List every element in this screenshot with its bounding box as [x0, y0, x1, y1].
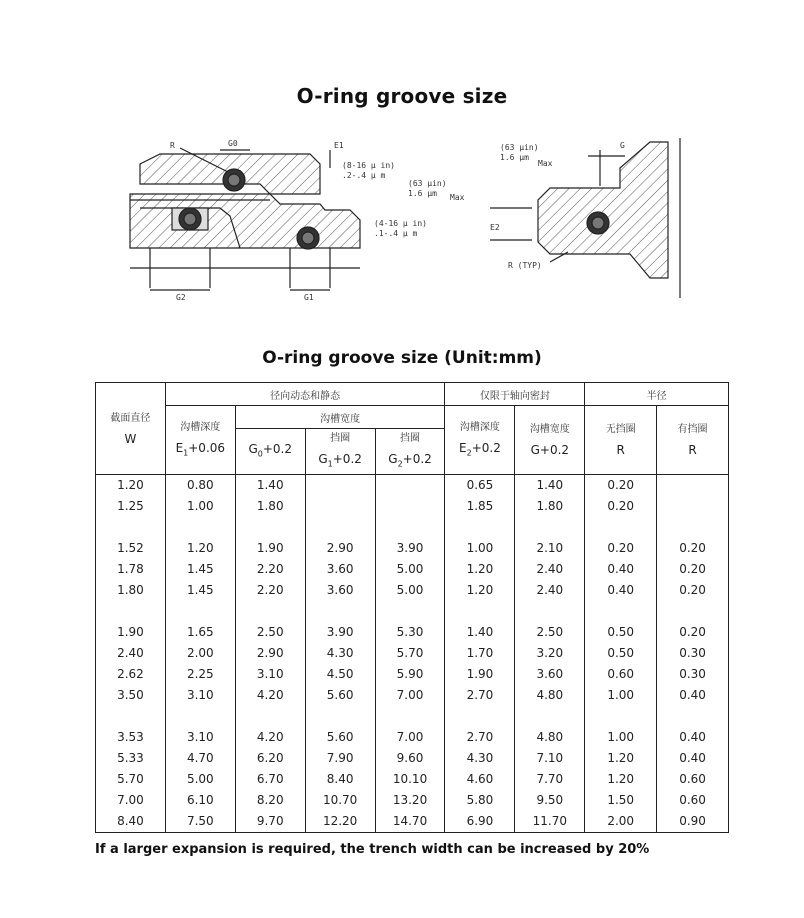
label-g: G: [620, 141, 625, 150]
table-row: [96, 811, 729, 833]
table-spacer-row: [96, 706, 729, 727]
table-cell: 6.10: [165, 790, 235, 811]
table-cell: 1.80: [515, 496, 585, 517]
table-cell: 2.10: [515, 538, 585, 559]
table-cell: 5.00: [375, 580, 445, 601]
table-cell: 9.70: [235, 811, 305, 833]
table-cell: 1.85: [445, 496, 515, 517]
table-cell: 2.00: [165, 643, 235, 664]
table-cell: 11.70: [515, 811, 585, 833]
table-cell: 0.40: [585, 559, 657, 580]
table-cell: [305, 496, 375, 517]
table-spacer-row: [96, 601, 729, 622]
table-cell: 3.60: [305, 559, 375, 580]
table-cell: 7.70: [515, 769, 585, 790]
table-cell: 14.70: [375, 811, 445, 833]
table-cell: 1.65: [165, 622, 235, 643]
table-cell: 0.80: [165, 475, 235, 497]
table-cell: 4.30: [445, 748, 515, 769]
table-cell: 2.90: [235, 643, 305, 664]
table-cell: 0.60: [585, 664, 657, 685]
table-header: [96, 383, 729, 475]
table-cell: 2.20: [235, 580, 305, 601]
label-finish2c: Max: [450, 193, 465, 202]
table-cell: 5.30: [375, 622, 445, 643]
table-cell: 5.90: [375, 664, 445, 685]
table-cell: 1.90: [235, 538, 305, 559]
table-cell: 3.53: [96, 727, 166, 748]
table-cell: 7.50: [165, 811, 235, 833]
table-cell: 5.70: [375, 643, 445, 664]
table-cell: 1.20: [585, 748, 657, 769]
table-cell: [657, 496, 729, 517]
header-g0: $G_0+0.2$: [235, 429, 305, 475]
table-row: [96, 559, 729, 580]
table-cell: 0.20: [657, 580, 729, 601]
table-cell: 3.90: [375, 538, 445, 559]
table-cell: 10.70: [305, 790, 375, 811]
table-cell: 0.20: [657, 538, 729, 559]
table-cell: 1.20: [165, 538, 235, 559]
table-cell: 2.00: [585, 811, 657, 833]
table-cell: 3.90: [305, 622, 375, 643]
table-cell: 7.00: [96, 790, 166, 811]
table-cell: 1.25: [96, 496, 166, 517]
header-g: 沟槽宽度 G+0.2: [515, 406, 585, 475]
table-cell: 6.20: [235, 748, 305, 769]
label-finish3b: .1-.4 µ m: [374, 229, 418, 238]
label-right-finish: (63 µin): [500, 143, 539, 152]
table-cell: 1.20: [585, 769, 657, 790]
table-cell: 4.80: [515, 685, 585, 706]
table-title: O-ring groove size (Unit:mm): [262, 348, 542, 368]
groove-size-table: [95, 382, 729, 833]
table-cell: 1.90: [96, 622, 166, 643]
table-cell: 2.70: [445, 685, 515, 706]
table-cell: 5.60: [305, 727, 375, 748]
table-row: [96, 643, 729, 664]
table-cell: 2.90: [305, 538, 375, 559]
table-cell: 0.30: [657, 643, 729, 664]
header-groove-width: 沟槽宽度: [235, 406, 445, 429]
table-cell: 1.40: [515, 475, 585, 497]
table-cell: 0.20: [585, 496, 657, 517]
right-groove-drawing: [490, 138, 680, 298]
table-cell: 7.00: [375, 727, 445, 748]
header-r-no-ring: 无挡圈 R: [585, 406, 657, 475]
label-finish3: (4-16 µ in): [374, 219, 427, 228]
table-cell: 0.20: [657, 622, 729, 643]
table-cell: 4.50: [305, 664, 375, 685]
table-cell: 1.45: [165, 559, 235, 580]
table-cell: 8.40: [305, 769, 375, 790]
table-cell: 2.40: [515, 580, 585, 601]
table-cell: 7.00: [375, 685, 445, 706]
table-cell: 4.20: [235, 727, 305, 748]
table-cell: 2.62: [96, 664, 166, 685]
table-cell: 2.50: [515, 622, 585, 643]
table-cell: 3.60: [305, 580, 375, 601]
table-cell: [375, 496, 445, 517]
table-spacer-row: [96, 517, 729, 538]
table-row: [96, 580, 729, 601]
table-cell: 1.45: [165, 580, 235, 601]
table-cell: 0.20: [585, 475, 657, 497]
table-cell: 7.90: [305, 748, 375, 769]
table-cell: 4.30: [305, 643, 375, 664]
table-cell: 0.20: [585, 538, 657, 559]
table-cell: 3.60: [515, 664, 585, 685]
table-cell: 6.90: [445, 811, 515, 833]
table-cell: 4.60: [445, 769, 515, 790]
table-row: [96, 475, 729, 497]
table-cell: 1.40: [445, 622, 515, 643]
header-e1: 沟槽深度 $E_1+0.06$: [165, 406, 235, 475]
table-cell: 5.33: [96, 748, 166, 769]
header-e2: 沟槽深度 $E_2+0.2$: [445, 406, 515, 475]
groove-technical-drawing: [120, 128, 700, 308]
header-group-radial: 径向动态和静态: [165, 383, 445, 406]
table-cell: 4.20: [235, 685, 305, 706]
table-cell: 1.20: [445, 580, 515, 601]
table-cell: 1.00: [445, 538, 515, 559]
label-finish2: (63 µin): [408, 179, 447, 188]
table-cell: 10.10: [375, 769, 445, 790]
left-groove-drawing: [130, 148, 360, 290]
table-cell: 1.00: [585, 727, 657, 748]
label-right-finishc: Max: [538, 159, 553, 168]
table-cell: 2.20: [235, 559, 305, 580]
footnote: If a larger expansion is required, the trench width can be increased by 20%: [95, 842, 650, 857]
table-row: [96, 727, 729, 748]
table-cell: 0.60: [657, 790, 729, 811]
table-cell: 0.40: [657, 748, 729, 769]
table-row: [96, 685, 729, 706]
table-cell: 1.20: [96, 475, 166, 497]
header-group-axial: 仅限于轴向密封: [445, 383, 585, 406]
table-cell: 3.10: [165, 727, 235, 748]
label-finish1: (8-16 µ in): [342, 161, 395, 170]
table-row: [96, 538, 729, 559]
table-cell: 8.40: [96, 811, 166, 833]
label-r: R: [170, 141, 175, 150]
table-cell: 3.50: [96, 685, 166, 706]
table-cell: 0.60: [657, 769, 729, 790]
table-cell: 7.10: [515, 748, 585, 769]
table-cell: 1.40: [235, 475, 305, 497]
table-row: [96, 790, 729, 811]
label-g2: G2: [176, 293, 186, 302]
table-cell: 1.00: [165, 496, 235, 517]
table-cell: 5.00: [375, 559, 445, 580]
label-e1: E1: [334, 141, 344, 150]
table-cell: 5.00: [165, 769, 235, 790]
label-r-typ: R (TYP): [508, 261, 542, 270]
header-r-with-ring: 有挡圈 R: [657, 406, 729, 475]
table-cell: 0.65: [445, 475, 515, 497]
header-w: 截面直径 W: [96, 383, 166, 475]
label-right-finishb: 1.6 µm: [500, 153, 529, 162]
table-cell: 0.40: [585, 580, 657, 601]
table-cell: 0.30: [657, 664, 729, 685]
table-row: [96, 622, 729, 643]
table-cell: 0.90: [657, 811, 729, 833]
table-row: [96, 769, 729, 790]
table-cell: 0.50: [585, 643, 657, 664]
table-cell: 0.50: [585, 622, 657, 643]
table-cell: 8.20: [235, 790, 305, 811]
table-cell: [305, 475, 375, 497]
table-cell: 12.20: [305, 811, 375, 833]
table-body: [96, 475, 729, 833]
table-cell: 2.50: [235, 622, 305, 643]
table-cell: [657, 475, 729, 497]
table-row: [96, 748, 729, 769]
table-cell: 5.80: [445, 790, 515, 811]
table-cell: 4.70: [165, 748, 235, 769]
table-cell: 5.70: [96, 769, 166, 790]
table-row: [96, 664, 729, 685]
table-cell: 2.25: [165, 664, 235, 685]
table-cell: 1.78: [96, 559, 166, 580]
table-cell: 3.20: [515, 643, 585, 664]
table-cell: 1.90: [445, 664, 515, 685]
label-finish2b: 1.6 µm: [408, 189, 437, 198]
table-cell: 9.60: [375, 748, 445, 769]
table-cell: 0.40: [657, 727, 729, 748]
table-cell: 2.40: [96, 643, 166, 664]
table-cell: 1.50: [585, 790, 657, 811]
table-row: [96, 496, 729, 517]
table-cell: 0.40: [657, 685, 729, 706]
table-cell: 4.80: [515, 727, 585, 748]
label-e2: E2: [490, 223, 500, 232]
label-g1: G1: [304, 293, 314, 302]
table-cell: 1.52: [96, 538, 166, 559]
page-title: O-ring groove size: [296, 84, 508, 108]
table-cell: 13.20: [375, 790, 445, 811]
label-finish1b: .2-.4 µ m: [342, 171, 386, 180]
header-group-radius: 半径: [585, 383, 729, 406]
table-cell: 3.10: [165, 685, 235, 706]
table-cell: 1.80: [96, 580, 166, 601]
table-cell: 9.50: [515, 790, 585, 811]
label-g0: G0: [228, 139, 238, 148]
header-g2: 挡圈 $G_2+0.2$: [375, 429, 445, 475]
table-cell: 1.80: [235, 496, 305, 517]
table-cell: [375, 475, 445, 497]
table-cell: 1.70: [445, 643, 515, 664]
table-cell: 0.20: [657, 559, 729, 580]
table-cell: 2.70: [445, 727, 515, 748]
header-g1: 挡圈 $G_1+0.2$: [305, 429, 375, 475]
table-cell: 1.00: [585, 685, 657, 706]
table-cell: 1.20: [445, 559, 515, 580]
table-cell: 3.10: [235, 664, 305, 685]
table-cell: 5.60: [305, 685, 375, 706]
table-cell: 6.70: [235, 769, 305, 790]
table-cell: 2.40: [515, 559, 585, 580]
